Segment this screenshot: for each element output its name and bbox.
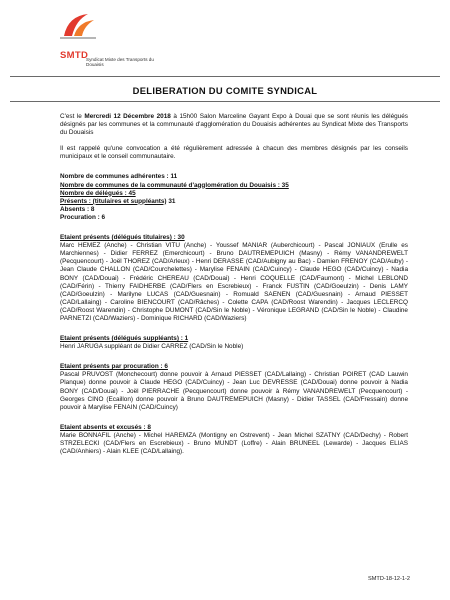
procuration-list: Pascal PRUVOST (Monchecourt) donne pouvoir à Arnaud PIESSET (CAD/Lallaing) - Christian POIRET (CAD Lauwin Planque) donne pouvoir à Claude HEGO (CAD/Cuincy) - Jean Luc DEVRESSE (CAD/Douai) donne pouvoir à Nadia BONY (CAD/Douai) - Joël PIERRACHE (Pecquencourt) donne pouvoir à Rémy VANANDREWELT (Pecquencourt) - Georges CINO (Ecaillon) donne pouvoir à Bruno DAUTREMEPUICH (Masny) - Didier TASSEL (CAD/Fressain) donne pouvoir à Marylise FENAIN (CAD/Cuincy) [60, 371, 408, 411]
logo-subtitle: Syndicat Mixte des Transports du Douaisis [86, 57, 154, 68]
title-rule [10, 101, 440, 102]
logo-text: SMTD [60, 50, 89, 61]
titulaires-heading: Etaient présents (délégués titulaires) : 30 [60, 234, 185, 242]
suppleants-list: Henri JARUGA suppléant de Didier CARREZ (CAD/Sin le Noble) [60, 343, 244, 351]
stat-delegues: Nombre de délégués : 45 [60, 189, 136, 197]
stat-communes: Nombre de communes adhérentes : 11 [60, 173, 178, 181]
meeting-date: Mercredi 12 Décembre 2018 [84, 113, 171, 120]
intro-text: C'est le [60, 113, 85, 120]
convocation-paragraph: Il est rappelé qu'une convocation a été régulièrement adressée à chacun des membres désignés par les conseils municipaux et le conseil communautaire. [60, 145, 408, 161]
document-reference: SMTD-18-12-1-2 [368, 576, 410, 582]
stat-presents [60, 198, 408, 206]
absents-heading: Etaient absents et excusés : 8 [60, 423, 151, 431]
titulaires-list: Marc HEMEZ (Anche) - Christian VITU (Anche) - Youssef MANIAR (Auberchicourt) - Pascal JONIAUX (Erulle es Marchiennes) - Didier FERREZ (Emerchicourt) - Bruno DAUTREMEPUICH (Masny) - Rémy VANANDREWELT (Pecquencourt) - Joël THOREZ (CAD/Arleux) - Henri DERASSE (CAD/Aubigny au Bac) - Damien FRENOY (CAD/Auby) - Jean Claude CHALLON (CAD/Courchelettes) - Marylise FENAIN (CAD/Cuincy) - Claude HEGO (CAD/Cuincy) - Nadia BONY (CAD/Douai) - Frédéric CHEREAU (CAD/Douai) - Henri COQUELLE (CAD/Faumont) - Michel LEBLOND (CAD/Férin) - Thierry FAIDHERBE (CAD/Flers en Escrebieux) - Franck FUSTIN (CAD/Goeulzin) - Denis LAMY (CAD/Goeulzin) - Marilyne LUCAS (CAD/Guesnain) - Romuald SAENEN (CAD/Guesnain) - Arnaud PIESSET (CAD/Lallaing) - Caroline BIENCOURT (CAD/Râches) - Colette CAPA (CAD/Roost Warendin) - Jacques LECLERCQ (CAD/Roost Warendin) - Christophe DUMONT (CAD/Sin le Noble) - Véronique LEGRAND (CAD/Sin le Noble) - Claudine PARNETZI (CAD/Waziers) - Dominique RICHARD (CAD/Waziers) [60, 242, 408, 322]
document-body [60, 113, 408, 456]
stat-presents-label: Présents : (titulaires et suppléants) [60, 197, 167, 205]
smtd-logo [58, 10, 168, 70]
stat-procuration: Procuration : 6 [60, 213, 106, 221]
procuration-heading: Etaient présents par procuration : 6 [60, 363, 168, 371]
smtd-logo-mark-icon [58, 10, 98, 42]
suppleants-heading: Etaient présents (délégués suppléants) : 1 [60, 335, 189, 343]
intro-paragraph [60, 113, 408, 137]
stat-communaute: Nombre de communes de la communauté d'agglomération du Douaisis : 35 [60, 181, 289, 189]
stat-presents-value: 31 [166, 197, 176, 205]
document-title: DELIBERATION DU COMITE SYNDICAL [132, 85, 318, 96]
absents-list: Marie BONNAFIL (Anche) - Michel HAREMZA (Montigny en Ostrevent) - Jean Michel SZATNY (CAD/Dechy) - Robert STRZELECKI (CAD/Flers en Escrebieux) - Bruno MUNDT (Loffre) - Alain BRUNEEL (Lewarde) - Jacques ELIAS (CAD/Anhiers) - Alain KLEE (CAD/Lallaing). [60, 431, 408, 456]
intro-text-continued: à 15h00 Salon Marceline Gayant Expo à Douai que se sont réunis les délégués désignés par les communes et la communauté d'agglomération du Douaisis adhérentes au Syndicat Mixte des Transports du Douaisis [60, 113, 408, 137]
stat-absents: Absents : 8 [60, 205, 95, 213]
top-rule [10, 76, 440, 77]
